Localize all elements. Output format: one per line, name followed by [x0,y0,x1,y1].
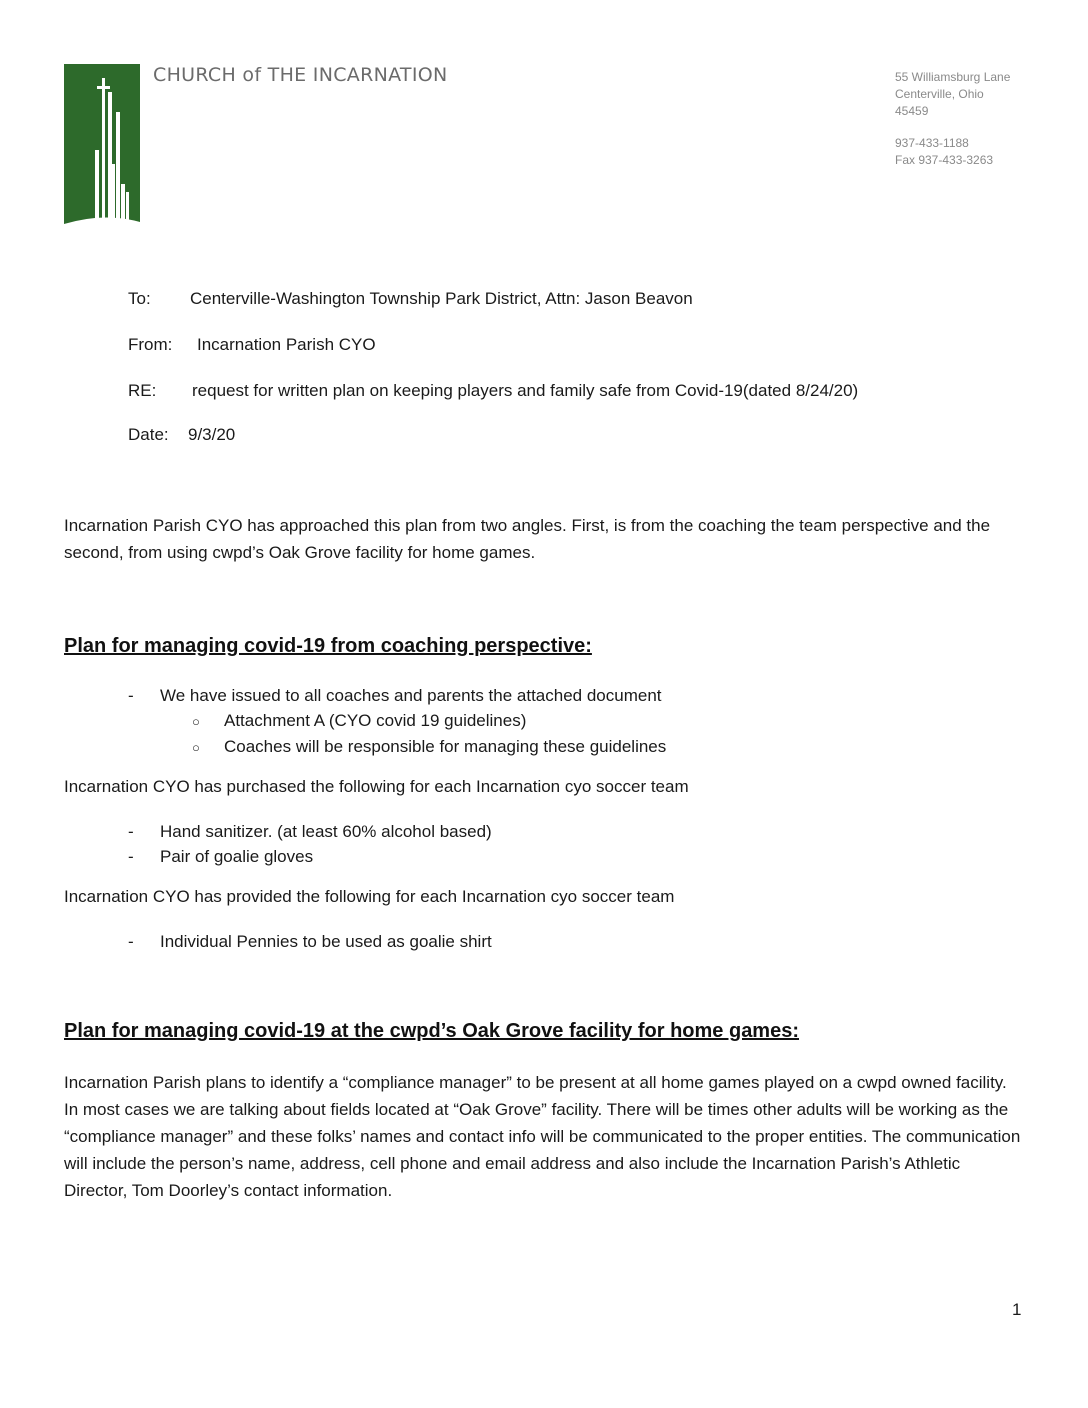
list-item-text: Individual Pennies to be used as goalie shirt [160,932,492,951]
circle-bullet-icon: ○ [192,714,200,729]
memo-from-label: From: [128,335,173,354]
church-logo [64,64,140,256]
dash-bullet: - [128,847,134,866]
page-number: 1 [1012,1300,1022,1319]
memo-date-label: Date: [128,425,169,444]
dash-bullet: - [128,686,134,705]
section-heading-coaching: Plan for managing covid-19 from coaching perspective: [64,635,592,657]
intro-paragraph: Incarnation Parish CYO has approached this plan from two angles. First, is from the coaching the team perspective and the second, from using cwpd’s Oak Grove facility for home games. [64,516,991,562]
address-line: Centerville, Ohio [895,87,984,101]
memo-date-value: 9/3/20 [188,425,236,444]
memo-from-value: Incarnation Parish CYO [197,335,376,354]
sub-list-item-text: Attachment A (CYO covid 19 guidelines) [224,711,527,730]
facility-paragraph: Incarnation Parish plans to identify a “compliance manager” to be present at all home games played on a cwpd owned facility. In most cases we are talking about fields located at “Oak Grove” facility. There will be times other adults will be working as the “compliance manager” and these folks’ names and contact info will be communicated to the proper entities. The communication will include the person’s name, address, cell phone and email address and also include the Incarnation Parish’s Athletic Director, Tom Doorley’s contact information. [64,1073,1021,1200]
list-item-text: Hand sanitizer. (at least 60% alcohol based) [160,822,492,841]
memo-to-value: Centerville-Washington Township Park District, Attn: Jason Beavon [190,289,693,308]
provided-intro: Incarnation CYO has provided the following for each Incarnation cyo soccer team [64,887,675,906]
section-heading-facility: Plan for managing covid-19 at the cwpd’s Oak Grove facility for home games: [64,1020,799,1042]
memo-re-value: request for written plan on keeping players and family safe from Covid-19(dated 8/24/20) [192,381,859,400]
address-line: 55 Williamsburg Lane [895,70,1011,84]
dash-bullet: - [128,822,134,841]
memo-re-label: RE: [128,381,157,400]
phone-number: 937-433-1188 [895,136,969,150]
list-item-text: We have issued to all coaches and parents the attached document [160,686,662,705]
organization-name: CHURCH of THE INCARNATION [153,64,448,86]
address-line: 45459 [895,104,929,118]
circle-bullet-icon: ○ [192,740,200,755]
church-address [895,69,1010,169]
memo-to-label: To: [128,289,151,308]
dash-bullet: - [128,932,134,951]
fax-number: Fax 937-433-3263 [895,153,994,167]
purchased-intro: Incarnation CYO has purchased the following for each Incarnation cyo soccer team [64,777,689,796]
sub-list-item-text: Coaches will be responsible for managing these guidelines [224,737,667,756]
list-item-text: Pair of goalie gloves [160,847,314,866]
